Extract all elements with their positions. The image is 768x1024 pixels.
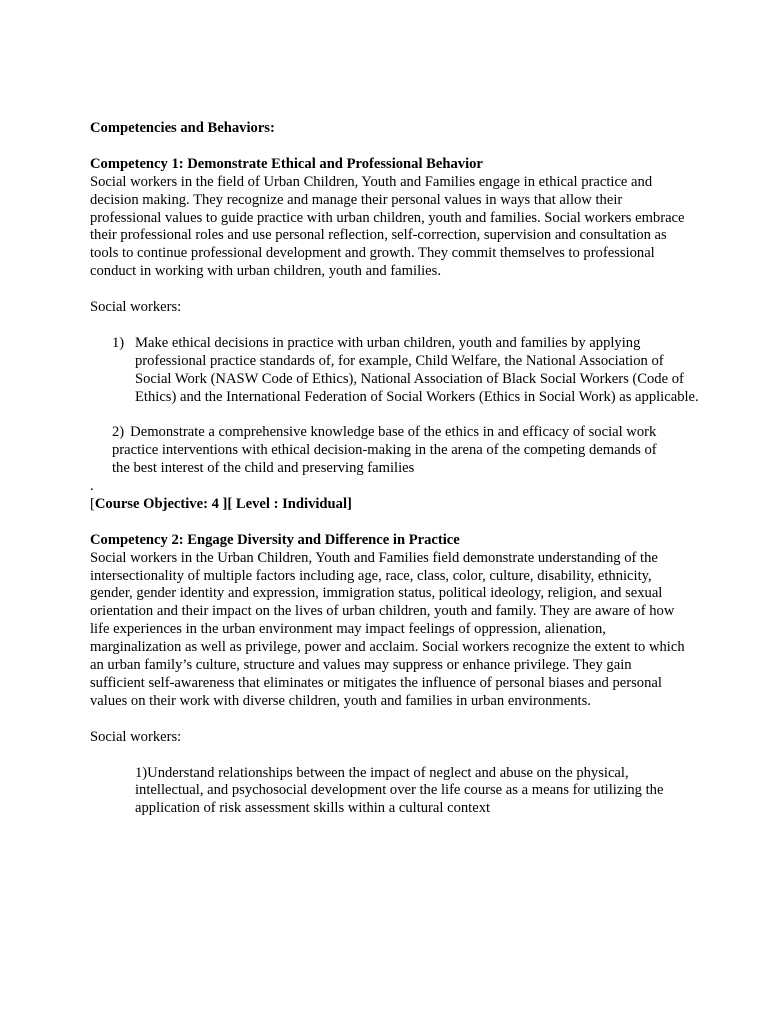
competency-1-item-1 [90,335,700,407]
competency-1-description: Social workers in the field of Urban Children, Youth and Families engage in ethical practice and decision making. They recognize and manage their personal values in ways that allow their professional values to guide practice with urban children, youth and families. Social workers embrace their professional roles and use personal reflection, self-correction, supervision and consultation as tools to continue professional development and growth. They commit themselves to professional conduct in working with urban children, youth and families. [90,173,685,280]
stray-period: . [90,478,94,495]
spacer [90,281,690,299]
competency-1-social-workers-label: Social workers: [90,299,182,316]
competency-2-social-workers-label: Social workers: [90,728,182,745]
course-objective-line [90,496,690,514]
spacer [90,747,690,765]
item-text: Make ethical decisions in practice with urban children, youth and families by applying professional practice standards of, for example, Child Welfare, the National Association of Social Work (NASW Code of Ethics), National Association of Black Social Workers (Code of Ethics) and the International Federation of Social Workers (Ethics in Social Work) as applicable. [135,334,699,405]
item-number: 1) [135,764,148,781]
spacer [90,317,690,335]
competency-2-title: Competency 2: Engage Diversity and Difference in Practice [90,531,460,548]
item-text: Demonstrate a comprehensive knowledge base of the ethics in and efficacy of social work practice interventions with ethical decision-making in the arena of the competing demands of the best interest of the child and preserving families [112,424,657,477]
competency-2-description: Social workers in the Urban Children, Youth and Families field demonstrate understanding of the intersectionality of multiple factors including age, race, class, color, culture, disability, ethnicity, gender, gender identity and expression, immigration status, political ideology, religion, and sexual orientation and their impact on the lives of urban children, youth and family. They are aware of how life experiences in the urban environment may impact feelings of oppression, alienation, marginalization as well as privilege, power and acclaim. Social workers recognize the extent to which an urban family’s culture, structure and values may suppress or enhance privilege. They gain sufficient self-awareness that eliminates or mitigates the influence of personal biases and personal values on their work with diverse children, youth and families in urban environments. [90,549,685,709]
spacer [90,514,690,532]
document-page [90,120,699,818]
section-heading: Competencies and Behaviors: [90,120,275,136]
item-number: 2) [112,424,125,441]
competency-1-title: Competency 1: Demonstrate Ethical and Professional Behavior [90,155,483,172]
item-number: 1) [112,334,125,351]
course-objective-bracket: [ [90,495,95,512]
course-objective: Course Objective: 4 ][ Level : Individual] [94,495,352,512]
spacer [90,138,690,156]
item-text: Understand relationships between the impact of neglect and abuse on the physical, intellectual, and psychosocial development over the life course as a means for utilizing the application of risk assessment skills within a cultural context [135,764,664,817]
spacer [90,711,690,729]
competency-1-item-2 [90,424,657,478]
competency-2-item-1 [90,765,690,819]
spacer [90,406,690,424]
